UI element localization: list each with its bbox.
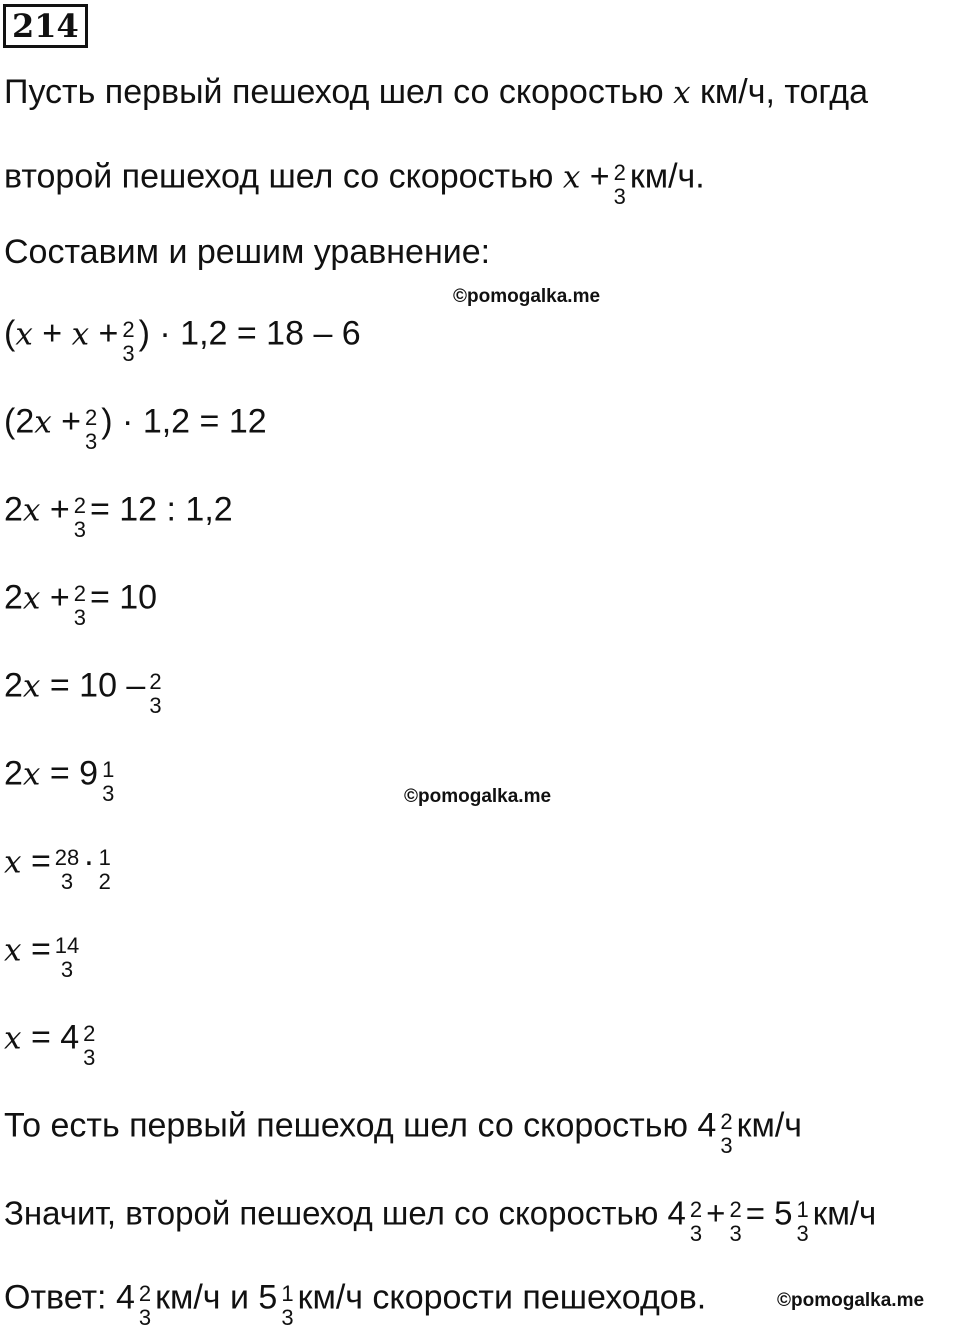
intro-line-1: Пусть первый пешеход шел со скоростью x км/ч, тогда [4,73,869,111]
fraction: 28 3 [54,845,80,894]
watermark: ©pomogalka.me [777,1290,925,1311]
fraction: 2 3 [689,1197,703,1246]
final-answer: Ответ: 4 2 3 км/ч и 5 1 3 км/ч скорости пешеходов. [4,1278,707,1330]
fraction: 2 3 [138,1281,152,1330]
fraction: 1 3 [281,1281,294,1330]
fraction: 2 3 [73,581,86,630]
equation-4: 2x + 2 3 = 10 [4,578,158,630]
equation-8: x = 14 3 [4,930,80,982]
fraction: 2 3 [729,1197,742,1246]
fraction: 2 3 [720,1109,733,1158]
fraction: 2 3 [85,405,98,454]
problem-number: 214 [3,4,88,48]
fraction: 2 3 [73,493,86,542]
fraction: 2 3 [122,317,135,366]
fraction: 2 3 [83,1021,96,1070]
equation-1: (x + x + 2 3 ) · 1,2 = 18 – 6 [4,314,361,366]
answer-line-1: То есть первый пешеход шел со скоростью 4 2 3 км/ч [4,1106,802,1158]
equation-9: x = 4 2 3 [4,1018,96,1070]
answer-line-2: Значит, второй пешеход шел со скоростью 4 2 3 + 2 3 = 5 1 3 км/ч [4,1194,877,1246]
fraction: 2 3 [613,160,626,209]
equation-3: 2x + 2 3 = 12 : 1,2 [4,490,233,542]
equation-6: 2x = 9 1 3 [4,754,115,806]
intro-line-2: второй пешеход шел со скоростью x + 2 3 км/ч. [4,157,705,209]
equation-2: (2x + 2 3 ) · 1,2 = 12 [4,402,267,454]
fraction: 1 3 [796,1197,809,1246]
equation-7: x = 28 3 · 1 2 [4,842,111,894]
equation-5: 2x = 10 – 2 3 [4,666,162,718]
fraction: 1 2 [98,845,111,894]
watermark: ©pomogalka.me [453,286,601,307]
watermark: ©pomogalka.me [404,786,552,807]
compose-line: Составим и решим уравнение: [4,233,491,271]
fraction: 14 3 [54,933,80,982]
fraction: 2 3 [149,669,162,718]
fraction: 1 3 [102,757,115,806]
